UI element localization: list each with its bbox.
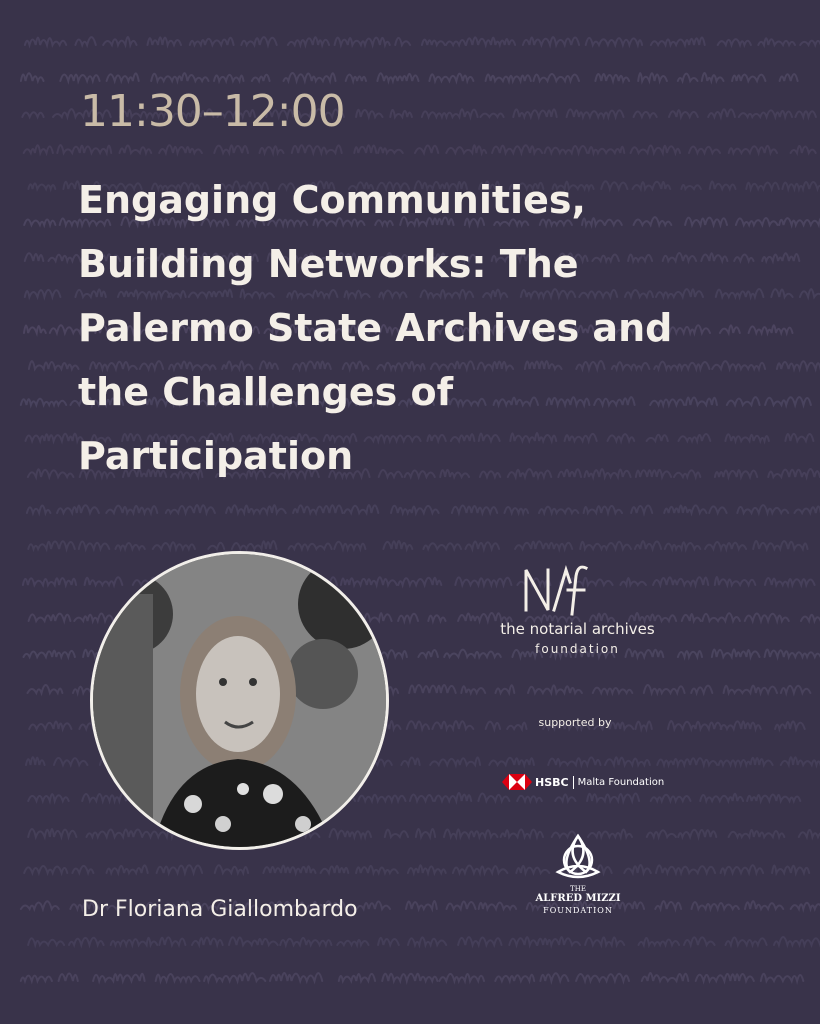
organizer-sub: foundation — [535, 642, 620, 656]
hsbc-hexagon-icon — [502, 774, 532, 790]
manuscript-line — [24, 865, 809, 873]
organizer-name: the notarial archives — [500, 620, 655, 638]
mizzi-the: THE — [570, 885, 586, 893]
manuscript-line — [23, 577, 815, 585]
manuscript-line — [27, 505, 820, 513]
manuscript-line — [21, 73, 798, 81]
manuscript-line — [24, 145, 816, 153]
manuscript-line — [21, 973, 804, 981]
celtic-knot-icon — [552, 832, 604, 884]
supported-by-label: supported by — [538, 716, 612, 729]
session-title: Engaging Communities, Building Networks: The Palermo State Archives and the Challenges of Participation — [78, 178, 673, 478]
speaker-name: Dr Floriana Giallombardo — [82, 897, 358, 922]
naf-logo-icon — [520, 560, 590, 618]
manuscript-line — [25, 37, 820, 45]
hsbc-divider — [573, 776, 574, 789]
hsbc-sub: Malta Foundation — [577, 776, 665, 788]
hsbc-logo — [502, 773, 664, 791]
manuscript-line — [28, 541, 807, 549]
hsbc-name: HSBC — [535, 775, 569, 789]
speaker-photo — [90, 551, 389, 850]
mizzi-name: ALFRED MIZZI — [535, 893, 621, 904]
manuscript-line — [28, 829, 820, 837]
manuscript-line — [28, 937, 820, 945]
session-time: 11:30–12:00 — [80, 86, 345, 137]
mizzi-foundation: FOUNDATION — [543, 906, 613, 915]
speaker-portrait-icon — [93, 554, 386, 847]
